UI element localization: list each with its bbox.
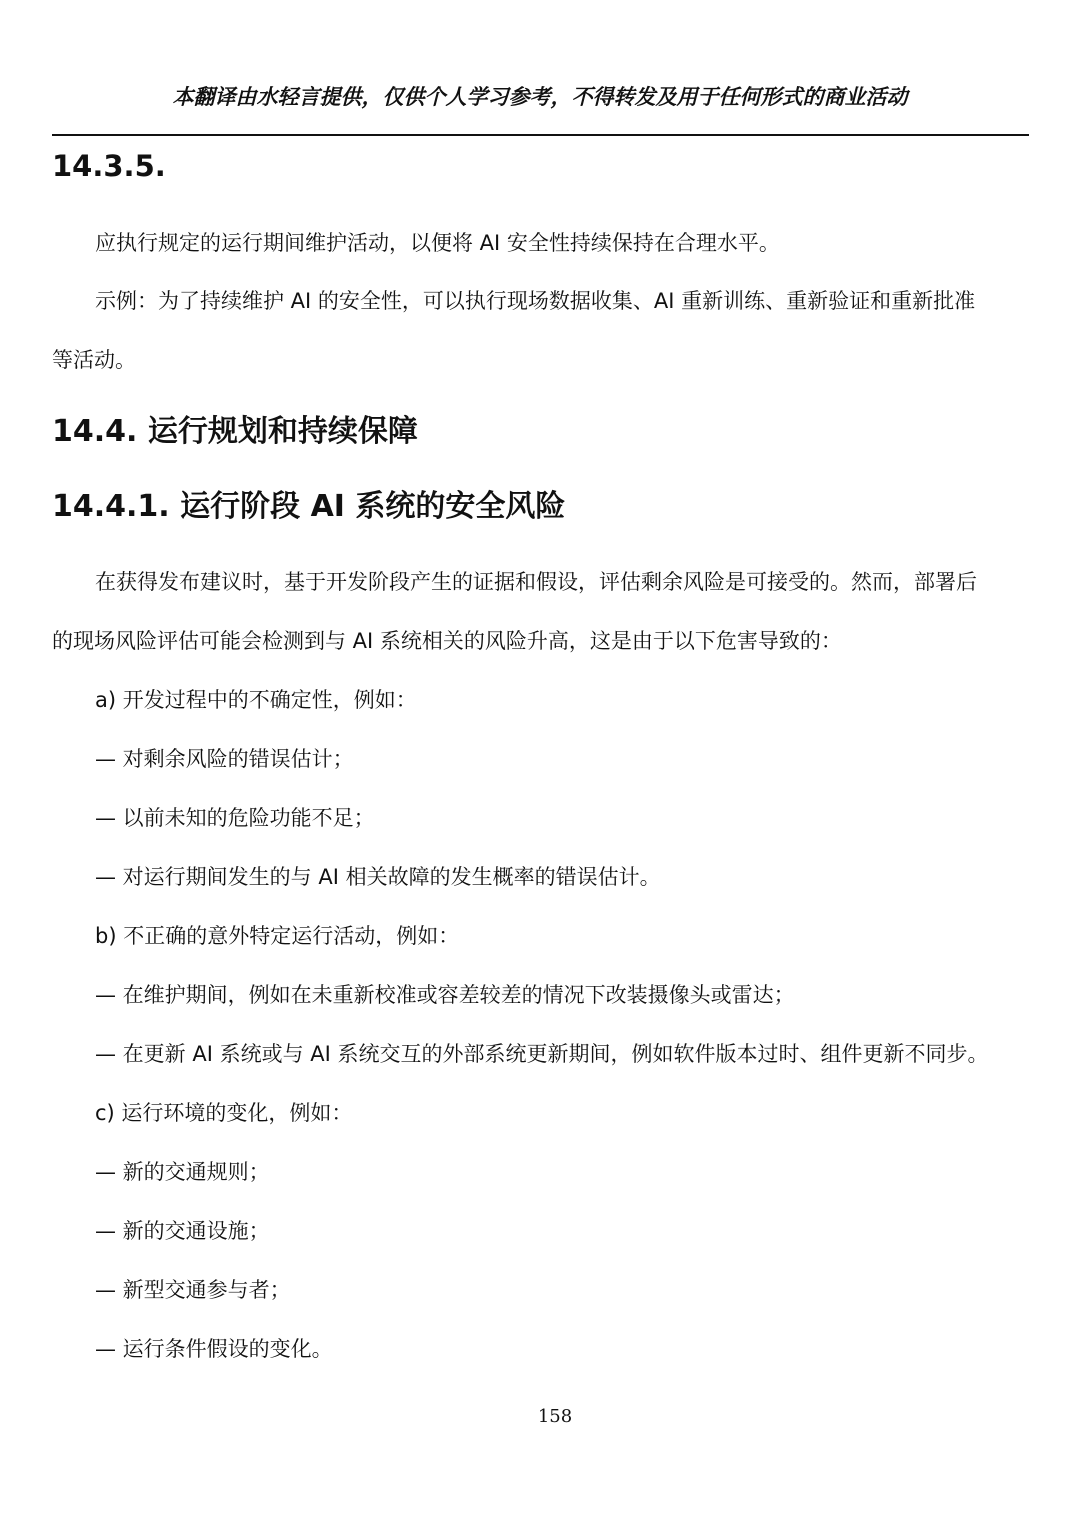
page-header-disclaimer: 本翻译由水轻言提供，仅供个人学习参考，不得转发及用于任何形式的商业活动 [172,85,908,109]
example-line-2: 等活动。 [52,348,136,372]
list-item-dash: — 新的交通设施； [95,1219,270,1243]
list-item-dash: — 新型交通参与者； [95,1278,291,1302]
list-item-dash: — 在维护期间，例如在未重新校准或容差较差的情况下改装摄像头或雷达； [95,983,795,1007]
list-item-dash: — 新的交通规则； [95,1160,270,1184]
list-item-a: a) 开发过程中的不确定性，例如： [95,688,417,712]
list-item-dash: — 运行条件假设的变化。 [95,1337,333,1361]
list-item-dash: — 对剩余风险的错误估计； [95,747,354,771]
heading-14-4-1: 14.4.1. 运行阶段 AI 系统的安全风险 [52,489,566,524]
intro-line-1: 在获得发布建议时，基于开发阶段产生的证据和假设，评估剩余风险是可接受的。然而，部署后 [95,570,977,594]
example-line-1: 示例：为了持续维护 AI 的安全性，可以执行现场数据收集、AI 重新训练、重新验证和重新批准 [95,289,976,313]
paragraph-maintenance: 应执行规定的运行期间维护活动，以便将 AI 安全性持续保持在合理水平。 [95,231,780,255]
page-number: 158 [537,1406,573,1427]
heading-14-4: 14.4. 运行规划和持续保障 [52,414,418,449]
list-item-b: b) 不正确的意外特定运行活动，例如： [95,924,460,948]
list-item-dash: — 在更新 AI 系统或与 AI 系统交互的外部系统更新期间，例如软件版本过时、组件更新不同步。 [95,1042,989,1066]
heading-14-3-5: 14.3.5. [52,149,166,183]
header-divider [52,134,1029,136]
list-item-dash: — 以前未知的危险功能不足； [95,806,375,830]
list-item-dash: — 对运行期间发生的与 AI 相关故障的发生概率的错误估计。 [95,865,661,889]
intro-line-2: 的现场风险评估可能会检测到与 AI 系统相关的风险升高，这是由于以下危害导致的： [52,629,842,653]
list-item-c: c) 运行环境的变化，例如： [95,1101,353,1125]
